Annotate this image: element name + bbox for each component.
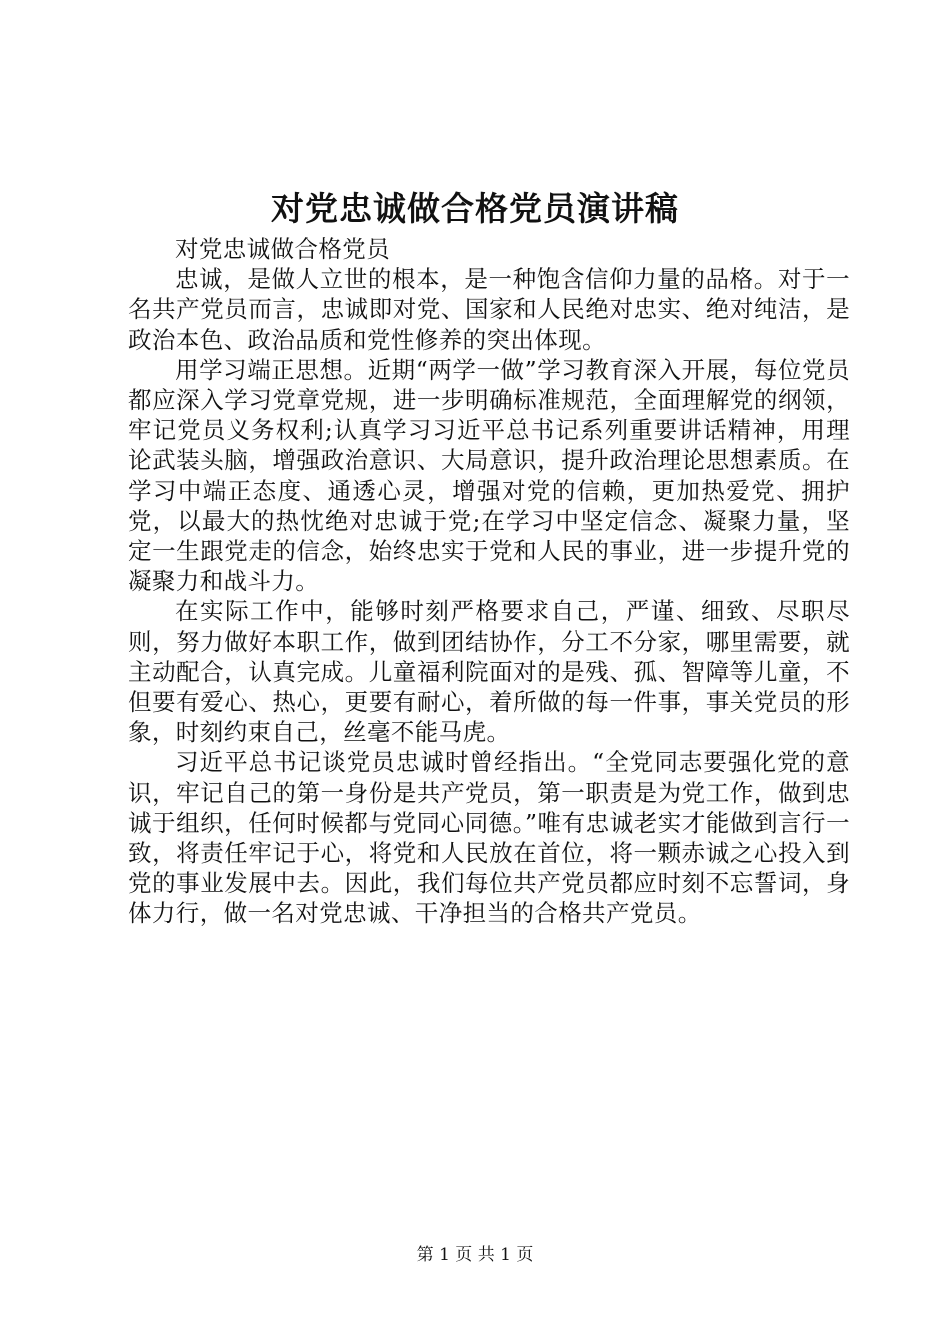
document-title: 对党忠诚做合格党员演讲稿 bbox=[271, 189, 679, 228]
paragraph-subtitle: 对党忠诚做合格党员 bbox=[175, 235, 391, 263]
paragraph-conclusion: 习近平总书记谈党员忠诚时曾经指出。“全党同志要强化党的意识，牢记自己的第一身份是共产党员，第一职责是为党工作，做到忠诚于组织，任何时候都与党同心同德。”唯有忠诚老实才能做到言行一致，将责任牢记于心，将党和人民放在首位，将一颗赤诚之心投入到党的事业发展中去。因此，我们每位共产党员都应时刻不忘誓词，身体力行，做一名对党忠诚、干净担当的合格共产党员。 bbox=[128, 748, 850, 928]
paragraph-study: 用学习端正思想。近期“两学一做”学习教育深入开展，每位党员都应深入学习党章党规，进一步明确标准规范，全面理解党的纲领，牢记党员义务权利;认真学习习近平总书记系列重要讲话精神，用理论武装头脑，增强政治意识、大局意识，提升政治理论思想素质。在学习中端正态度、通透心灵，增强对党的信赖，更加热爱党、拥护党，以最大的热忱绝对忠诚于党;在学习中坚定信念、凝聚力量，坚定一生跟党走的信念，始终忠实于党和人民的事业，进一步提升党的凝聚力和战斗力。 bbox=[128, 355, 850, 596]
paragraph-work: 在实际工作中，能够时刻严格要求自己，严谨、细致、尽职尽则，努力做好本职工作，做到团结协作，分工不分家，哪里需要，就主动配合，认真完成。儿童福利院面对的是残、孤、智障等儿童，不但要有爱心、热心，更要有耐心，着所做的每一件事，事关党员的形象，时刻约束自己，丝毫不能马虎。 bbox=[128, 597, 850, 747]
document-body bbox=[128, 234, 850, 929]
page-footer: 第 1 页 共 1 页 bbox=[416, 1245, 534, 1265]
paragraph-loyalty-definition: 忠诚，是做人立世的根本，是一种饱含信仰力量的品格。对于一名共产党员而言，忠诚即对党、国家和人民绝对忠实、绝对纯洁，是政治本色、政治品质和党性修养的突出体现。 bbox=[128, 265, 850, 354]
